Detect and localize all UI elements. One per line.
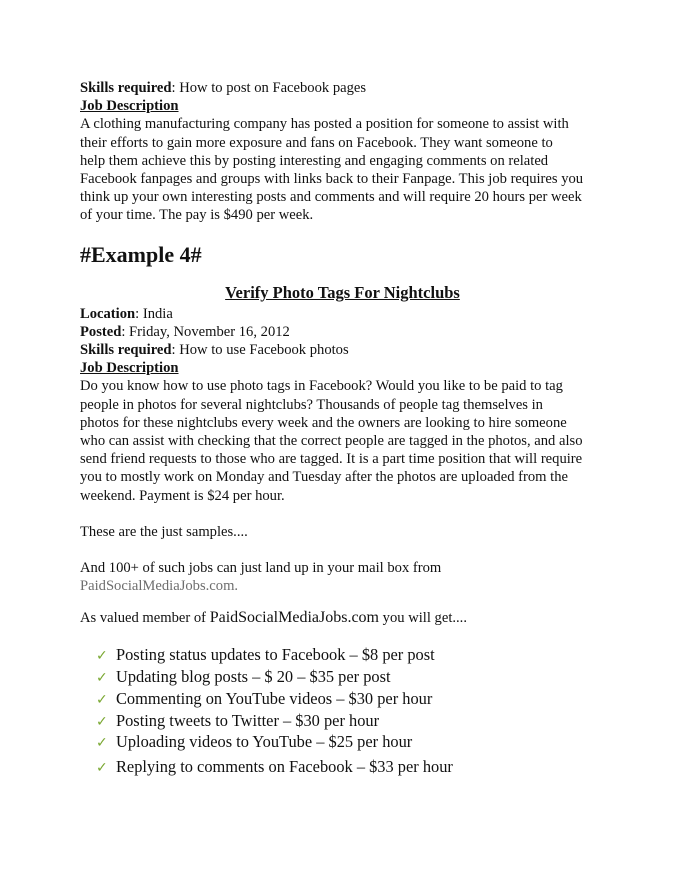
document-page: [80, 79, 605, 779]
benefit-text: Posting status updates to Facebook – $8 per post: [116, 645, 435, 665]
benefit-item: [96, 757, 605, 779]
posted-line: [80, 323, 605, 341]
spacer: [80, 541, 605, 559]
benefit-text: Updating blog posts – $ 20 – $35 per post: [116, 667, 391, 687]
location-label: Location: [80, 305, 136, 322]
paragraph-line: who can assist with checking that the correct people are tagged in the photos, and also: [80, 433, 583, 450]
paragraph-line: think up your own interesting posts and comments and will require 20 hours per week: [80, 189, 582, 206]
paragraph-line: photos for these nightclubs every week and the owners are looking to hire someone: [80, 414, 567, 431]
paragraph-line: help them achieve this by posting interesting and engaging comments on related: [80, 152, 549, 169]
job-title: Verify Photo Tags For Nightclubs: [225, 282, 460, 302]
checkmark-icon: ✓: [96, 670, 108, 687]
paragraph-line: weekend. Payment is $24 per hour.: [80, 487, 285, 504]
member-intro: [80, 609, 605, 627]
job-description-paragraph: [80, 115, 605, 224]
paragraph-line: people in photos for several nightclubs? Thousands of people tag themselves in: [80, 396, 543, 413]
benefit-item: [96, 667, 605, 689]
checkmark-icon: ✓: [96, 648, 108, 665]
location-line: [80, 305, 605, 323]
example-heading: #Example 4#: [80, 241, 202, 267]
benefit-text: Replying to comments on Facebook – $33 per hour: [116, 756, 453, 776]
benefit-text: Uploading videos to YouTube – $25 per hour: [116, 732, 413, 752]
checkmark-icon: ✓: [96, 713, 108, 730]
job-description-heading: Job Description: [80, 360, 179, 377]
benefit-text: Commenting on YouTube videos – $30 per hour: [116, 688, 433, 708]
checkmark-icon: ✓: [96, 759, 108, 776]
benefit-item: [96, 645, 605, 667]
samples-note: These are the just samples....: [80, 523, 248, 540]
posted-label: Posted: [80, 323, 122, 340]
paragraph-line: their efforts to gain more exposure and fans on Facebook. They want someone to: [80, 134, 553, 151]
benefits-list: [96, 645, 605, 778]
posted-value: : Friday, November 16, 2012: [121, 323, 290, 340]
paragraph-line: Facebook fanpages and groups with links back to their Fanpage. This job requires you: [80, 171, 584, 188]
benefit-item: [96, 689, 605, 711]
paragraph-line: send friend requests to those who are tagged. It is a part time position that will require: [80, 451, 583, 468]
skills-required-value: : How to post on Facebook pages: [171, 80, 367, 96]
benefit-item: [96, 711, 605, 733]
member-prefix: As valued member of: [80, 610, 210, 627]
checkmark-icon: ✓: [96, 691, 108, 708]
skills-required-label: Skills required: [80, 342, 172, 359]
paragraph-line: you to mostly work on Monday and Tuesday after the photos are uploaded from the: [80, 469, 568, 486]
checkmark-icon: ✓: [96, 735, 108, 752]
skills-required-value: : How to use Facebook photos: [171, 342, 349, 359]
spacer: [80, 505, 605, 523]
paragraph-line: of your time. The pay is $490 per week.: [80, 207, 314, 224]
skills-required-label: Skills required: [80, 80, 172, 96]
member-site-name: PaidSocialMediaJobs.com: [209, 609, 379, 627]
member-suffix: you will get....: [379, 610, 467, 627]
benefit-text: Posting tweets to Twitter – $30 per hour: [116, 710, 380, 730]
skills-required-line: [80, 79, 605, 97]
benefit-item: [96, 732, 605, 754]
job-description-paragraph: [80, 377, 605, 504]
location-value: : India: [135, 305, 173, 322]
site-link-text: PaidSocialMediaJobs.com.: [80, 578, 239, 595]
skills-required-line: [80, 341, 605, 359]
mailbox-line: And 100+ of such jobs can just land up in your mail box from: [80, 560, 442, 577]
job-description-heading: Job Description: [80, 98, 179, 115]
paragraph-line: Do you know how to use photo tags in Facebook? Would you like to be paid to tag: [80, 378, 563, 395]
paragraph-line: A clothing manufacturing company has posted a position for someone to assist with: [80, 116, 569, 133]
